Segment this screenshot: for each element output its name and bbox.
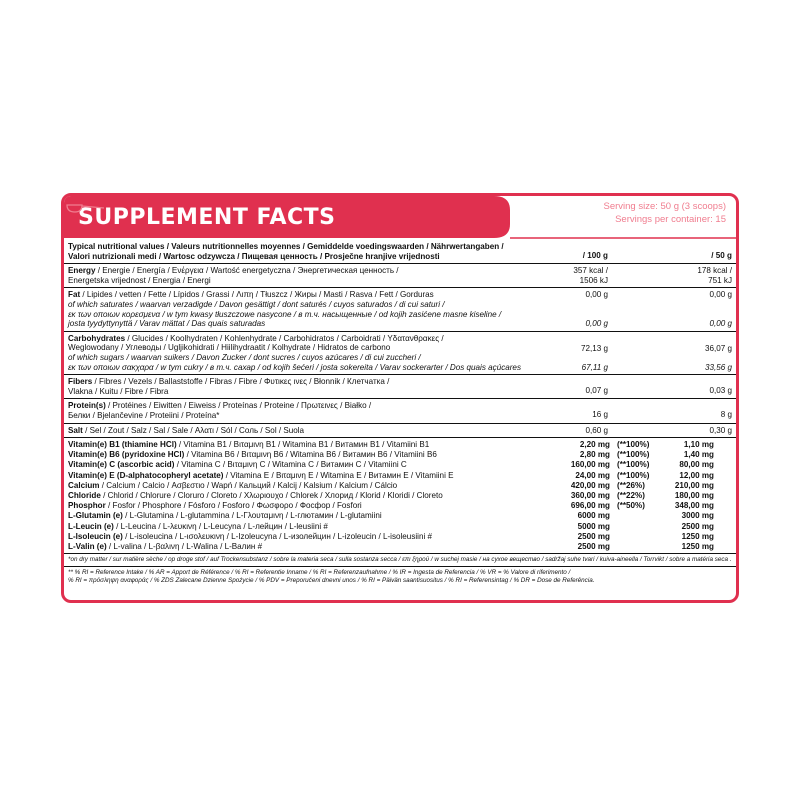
footnote-dry-matter: *on dry matter / sur matière sèche / op droge stof / auf Trockensubstanz / sobre la materia seca / sulla sostanza secca / επι ξηρού / w suchej masie / на сухое вещество / sadržaj suhe tvari / kuiva-aineella / Torrvikt / sobre a matéria seca . [64, 554, 736, 567]
salt-value-50g: 0,30 g [709, 425, 732, 435]
table-row: L-Leucin (e) / L-Leucina / L-λευκινη / L-Leucyna / L-лейцин / L-leusiini # 5000 mg 2500 mg [68, 521, 714, 531]
table-row: Vitamin(e) B6 (pyridoxine HCl) / Vitamina B6 / Βιταμινη B6 / Witamina B6 / Витамин B6 / Vitamiini B6 2,80 mg (**100%) 1,40 mg [68, 450, 714, 460]
table-row: L-Glutamin (e) / L-Glutamina / L-glutammina / L-Γλουταμινη / L-глютамин / L-glutamiini 6000 mg 3000 mg [68, 511, 714, 521]
table-row: Chloride / Chlorid / Chlorure / Cloruro / Cloreto / Χλωριουχο / Chlorek / Хлорид / Klorid / Kloridi / Cloreto 360,00 mg (**22%) 180,00 mg [68, 491, 714, 501]
nutrition-table [64, 240, 736, 587]
serving-info [603, 200, 726, 226]
table-row: Phosphor / Fosfor / Phosphore / Fósforo / Fosforo / Φωσφορο / Фосфор / Fosfori 696,00 mg (**50%) 348,00 mg [68, 501, 714, 511]
carbohydrates-value-100g: 72,13 g [580, 343, 608, 353]
protein-value-100g: 16 g [592, 410, 608, 420]
sugars-value-50g: 33,56 g [704, 362, 732, 372]
table-row: Vitamin(e) C (ascorbic acid) / Vitamina C / Βιταμινη C / Witamina C / Витамин C / Vitamiini C 160,00 mg (**100%) 80,00 mg [68, 460, 714, 470]
table-row: Vitamin(e) E (D-alphatocopheryl acetate) / Vitamina E / Βιταμινη E / Witamina E / Витамин E / Vitamiini E 24,00 mg (**100%) 12,00 mg [68, 470, 714, 480]
footnote-reference-intake: ** % RI = Reference Intake / % AR = Apport de Référence / % RI = Referentie Inname / % RI = Referenzaufnahme / % IR = Ingesta de Referencia / % VR = % Valore di riferimento / % RI = πρόσληψη αναφοράς / % ZDS Zalecane Dzienne Spożycie / % PDV = Preporučeni dnevni unos / % RI = Päivän saantisuositus / % RI = Referensintag / % DR = Dose de Referência. [68, 569, 595, 585]
fibers-value-100g: 0,07 g [585, 386, 608, 396]
protein-value-50g: 8 g [720, 410, 732, 420]
page-title: SUPPLEMENT FACTS [78, 205, 336, 230]
energy-value-100g: 357 kcal / 1506 kJ [573, 266, 608, 285]
supplement-facts-panel [61, 193, 739, 603]
fat-value-100g: 0,00 g [585, 290, 608, 300]
table-header-row: Typical nutritional values / Valeurs nutritionnelles moyennes / Gemiddelde voedingswaarden / Nährwertangaben / Valori nutrizionali medi / Wartosc odzywcza / Пищевая ценность / Prosječne hranjive vrijednosti / 100 g / 50 g [64, 240, 736, 264]
sugars-value-100g: 67,11 g [581, 362, 608, 372]
protein-row: Protein(s) / Protéines / Eiwitten / Eiweiss / Proteínas / Proteine / Πρωτεινες / Białko / Белки / Bjelančevine / Proteiini / Proteína* 16 g 8 g [64, 399, 736, 423]
fibers-value-50g: 0,03 g [709, 386, 732, 396]
saturates-value-100g: 0,00 g [585, 319, 608, 329]
serving-size: Serving size: 50 g (3 scoops) [603, 201, 726, 212]
table-row: L-Isoleucin (e) / L-isoleucina / L-ισολευκινη / L-Izoleucyna / L-изолейцин / L-izoleucin / L-isoleusiini # 2500 mg 1250 mg [68, 531, 714, 541]
salt-value-100g: 0,60 g [585, 425, 608, 435]
column-header-100g: / 100 g [582, 251, 608, 260]
salt-row: Salt / Sel / Zout / Salz / Sal / Sale / Αλατι / Sól / Соль / Sol / Suola 0,60 g 0,30 g [64, 424, 736, 439]
servings-per-container: Servings per container: 15 [615, 214, 726, 225]
fibers-row: Fibers / Fibres / Vezels / Ballaststoffe / Fibras / Fibre / Φυτικες ινες / Błonnik / Клетчатка / Vlakna / Kuitu / Fibre / Fibra 0,07 g 0,03 g [64, 375, 736, 399]
saturates-value-50g: 0,00 g [709, 319, 732, 329]
fat-value-50g: 0,00 g [709, 290, 732, 300]
carbohydrates-row: Carbohydrates / Glucides / Koolhydraten / Kohlenhydrate / Carbohidratos / Carboidrati / Υδατανθρακες / Weglowodany / Углеводы / Ugljikohidrati / Hiilihydraatit / Kolhydrate / Hidratos de carbono of which sugars / waarvan suikers / Davon Zucker / dont sucres / cuyos azúcares / di cui zuccheri / εκ των οποιων σακχαρα / w tym cukry / в т.ч. сахар / od kojih šećeri / josta sokereita / Varav sockerarter / Dos quais açúcares 72,13 g 36,07 g 67,11 g 33,56 g [64, 332, 736, 375]
energy-row: Energy / Energie / Energía / Ενέργεια / Wartość energetyczna / Энергетическая ценность / Energetska vrijednost / Energia / Energi 357 kcal / 1506 kJ 178 kcal / 751 kJ [64, 264, 736, 288]
vitamins-amino-block [64, 438, 736, 554]
table-row: Vitamin(e) B1 (thiamine HCl) / Vitamina B1 / Βιταμινη B1 / Witamina B1 / Витамин B1 / Vitamiini B1 2,20 mg (**100%) 1,10 mg [68, 440, 714, 450]
table-row: Calcium / Calcium / Calcio / Ασβεστιο / Wapń / Кальций / Kalcij / Kalsium / Kalcium / Cálcio 420,00 mg (**26%) 210,00 mg [68, 480, 714, 490]
fat-row: Fat / Lipides / vetten / Fette / Lípidos / Grassi / Λιπη / Tłuszcz / Жиры / Masti / Rasva / Fett / Gorduras of which saturates / waarvan verzadigde / Davon gesättigt / dont saturés / cuyos saturados / di cui saturi / εκ των οποιων κορεσμενα / w tym kwasy tłuszczowe nasycone / в т.ч. насыщенные / od kojih zasićene masne kiseline / josta tyydyttynyttä / Varav mättat / Das quais saturadas 0,00 g 0,00 g 0,00 g 0,00 g [64, 288, 736, 331]
energy-value-50g: 178 kcal / 751 kJ [697, 266, 732, 285]
column-header-50g: / 50 g [711, 251, 732, 260]
carbohydrates-value-50g: 36,07 g [704, 343, 732, 353]
table-row: L-Valin (e) / L-valina / L-βαλινη / L-Walina / L-Валин # 2500 mg 1250 mg [68, 541, 714, 551]
scoop-icon [64, 196, 106, 216]
panel-header [64, 196, 736, 240]
